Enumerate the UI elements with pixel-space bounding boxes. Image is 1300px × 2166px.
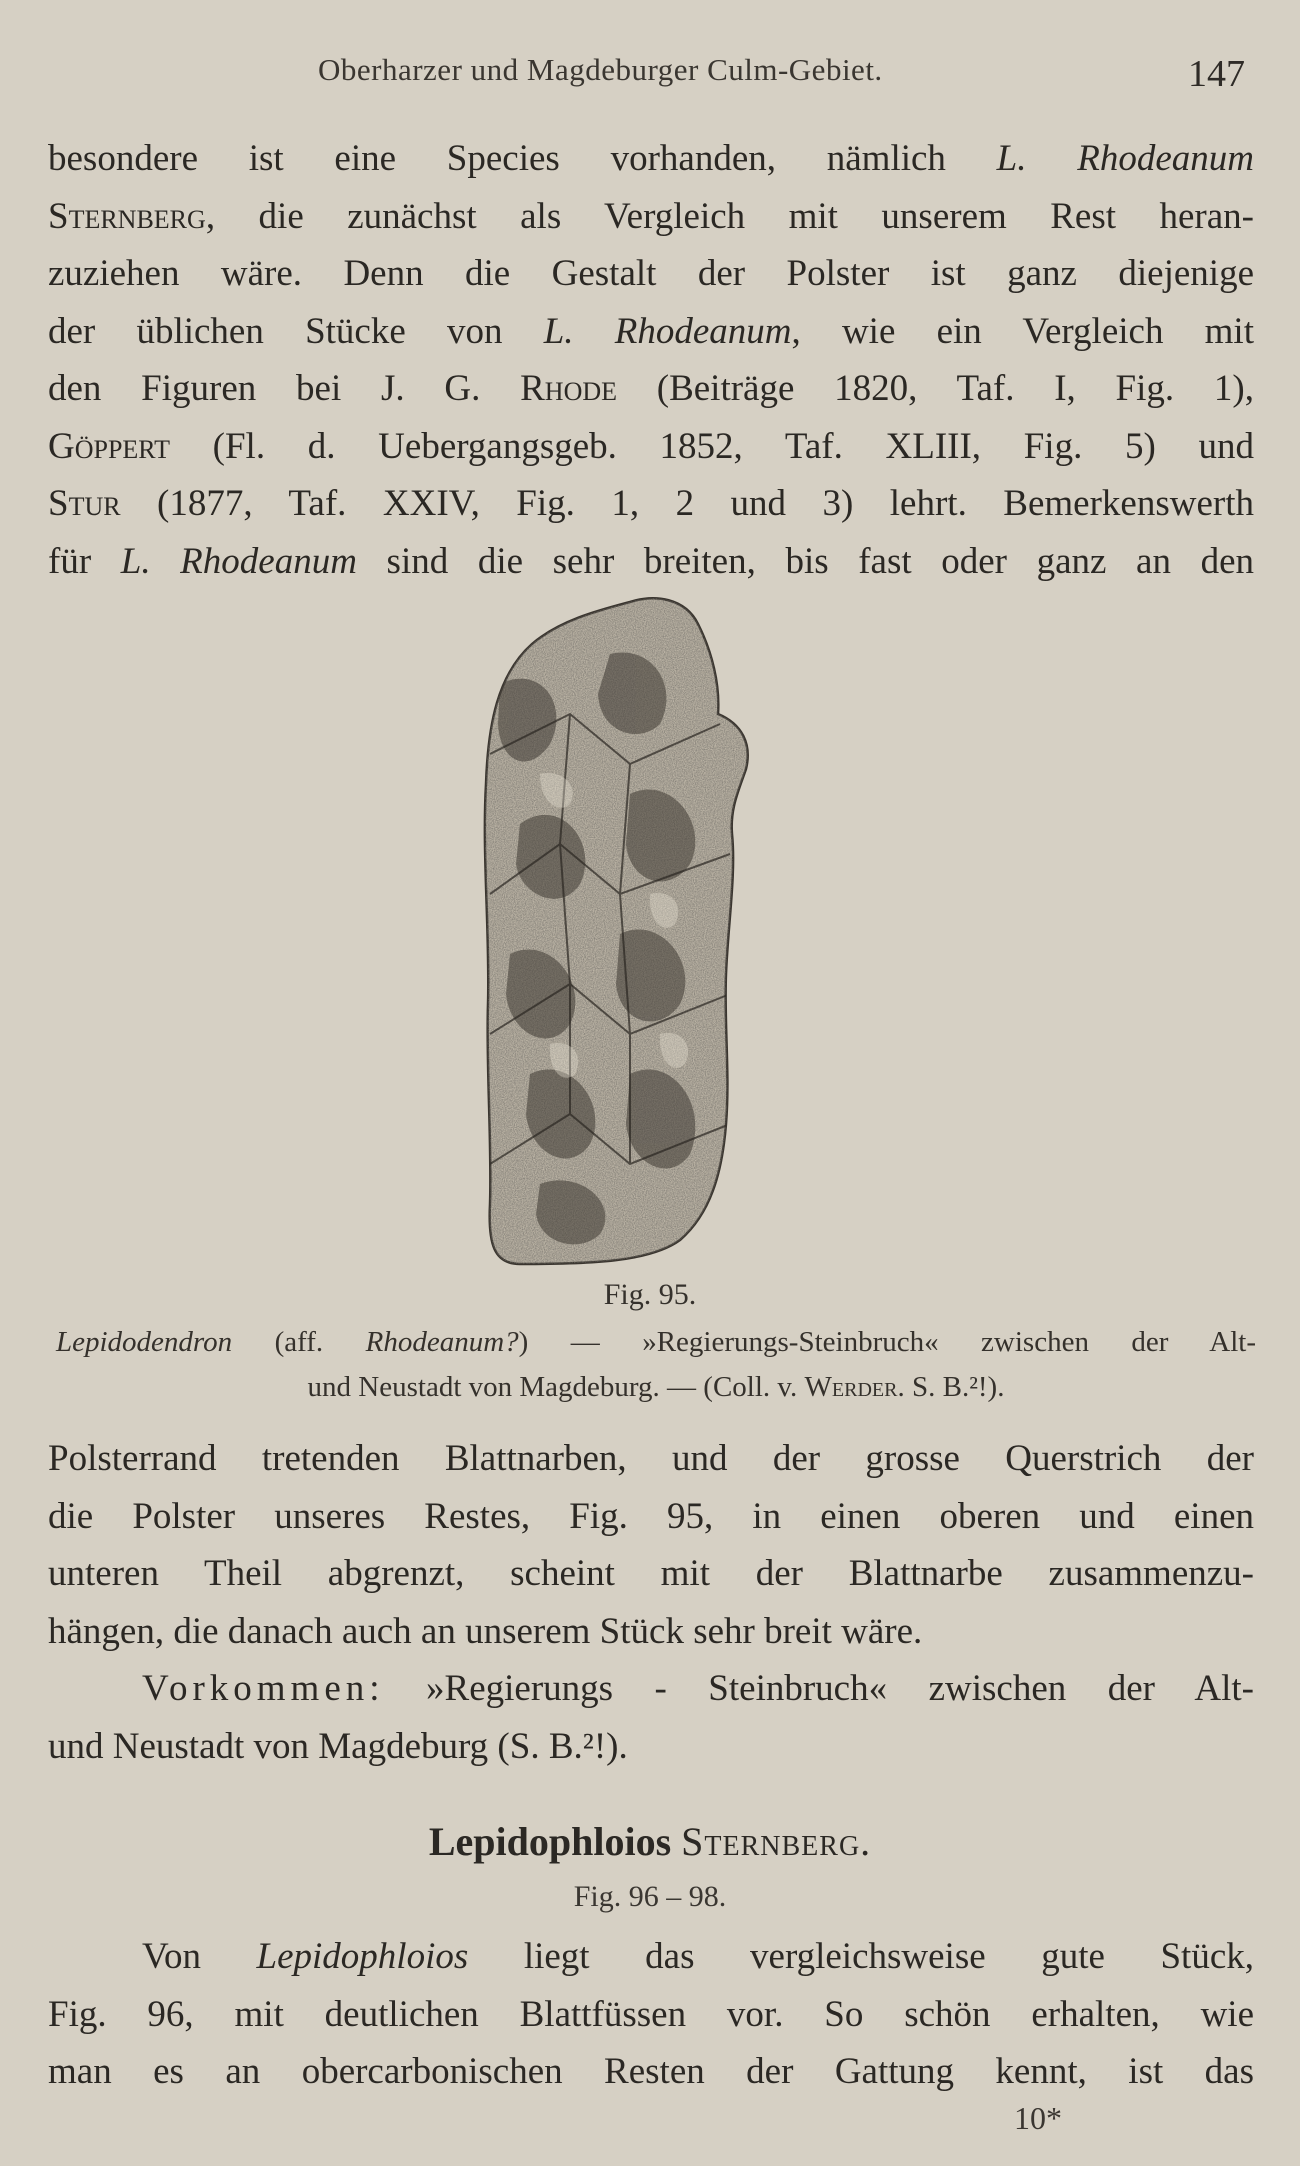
page-number: 147 (1188, 53, 1245, 95)
fossil-illustration (480, 594, 832, 1270)
text-line: den Figuren bei J. G. Rhode (Beiträge 1820, Taf. I, Fig. 1), (48, 368, 1254, 409)
paragraph-1 (48, 130, 1254, 590)
signature-mark: 10* (1014, 2100, 1062, 2136)
text-line: Göppert (Fl. d. Uebergangsgeb. 1852, Taf. XLIII, Fig. 5) und (48, 425, 1254, 467)
text-line: unteren Theil abgrenzt, scheint mit der Blattnarbe zusammenzu- (48, 1553, 1254, 1594)
running-head (0, 42, 1300, 102)
genus-name: Lepidophloios (428, 1819, 672, 1864)
text-line: Fig. 96, mit deutlichen Blattfüssen vor. So schön erhalten, wie (48, 1993, 1254, 2035)
fossil-drawing (480, 594, 832, 1270)
paragraph-2 (48, 1430, 1254, 1660)
text-line: die Polster unseres Restes, Fig. 95, in einen oberen und einen (48, 1495, 1254, 1537)
text-line: man es an obercarbonischen Resten der Gattung kennt, ist das (48, 2051, 1254, 2092)
text-line: hängen, die danach auch an unserem Stück sehr breit wäre. (48, 1610, 923, 1652)
paragraph-3 (48, 1660, 1254, 1775)
text-line: besondere ist eine Species vorhanden, nämlich L. Rhodeanum (48, 138, 1254, 179)
text-line: Von Lepidophloios liegt das vergleichsweise gute Stück, (142, 1936, 1255, 1977)
caption-line: und Neustadt von Magdeburg. — (Coll. v. Werder. S. B.²!). (307, 1371, 1005, 1403)
figure-caption (56, 1320, 1256, 1410)
text-line: Stur (1877, Taf. XXIV, Fig. 1, 2 und 3) lehrt. Bemerkenswerth (48, 483, 1254, 524)
text-line: für L. Rhodeanum sind die sehr breiten, bis fast oder ganz an den (48, 540, 1254, 582)
caption-line: Lepidodendron (aff. Rhodeanum?) — »Regierungs-Steinbruch« zwischen der Alt- (56, 1326, 1256, 1358)
text-line: Sternberg, die zunächst als Vergleich mit unserem Rest heran- (48, 195, 1254, 237)
text-line: zuziehen wäre. Denn die Gestalt der Polster ist ganz diejenige (48, 253, 1254, 294)
figure-label: Fig. 95. (603, 1278, 697, 1311)
section-heading (0, 1818, 1300, 1865)
paragraph-4 (48, 1928, 1254, 2101)
section-figure-reference: Fig. 96 – 98. (573, 1880, 727, 1913)
text-line: und Neustadt von Magdeburg (S. B.²!). (48, 1725, 628, 1767)
genus-author: Sternberg. (681, 1819, 872, 1864)
text-line: der üblichen Stücke von L. Rhodeanum, wie ein Vergleich mit (48, 310, 1254, 352)
text-line: Polsterrand tretenden Blattnarben, und der grosse Querstrich der (48, 1438, 1254, 1479)
text-line: Vorkommen: »Regierungs - Steinbruch« zwischen der Alt- (142, 1668, 1254, 1709)
running-title: Oberharzer und Magdeburger Culm-Gebiet. (318, 52, 883, 87)
